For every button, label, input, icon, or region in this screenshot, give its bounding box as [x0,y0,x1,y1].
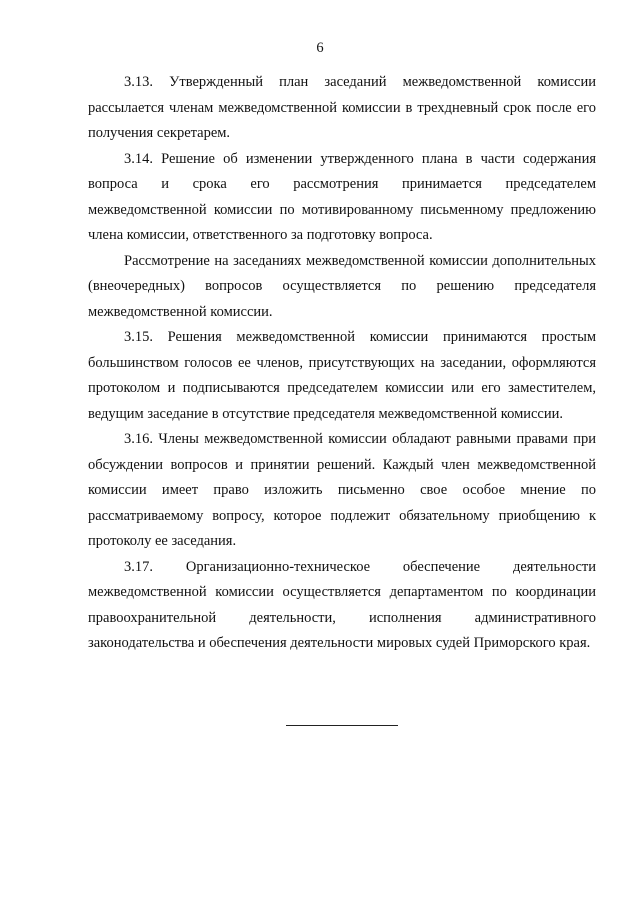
paragraph-3-15: 3.15. Решения межведомственной комиссии принимаются простым большинством голосов ее членов, присутствующих на заседании, оформляются протоколом и подписываются председателем комиссии или его заместителем, ведущим заседание в отсутствие председателя межведомственной комиссии. [88,329,596,422]
document-body [88,70,596,657]
paragraph-3-17: 3.17. Организационно-техническое обеспечение деятельности межведомственной комиссии осуществляется департаментом по координации правоохранительной деятельности, исполнения административного законодательства и обеспечения деятельности мировых судей Приморского края. [88,558,596,651]
end-separator-line [286,725,398,727]
paragraph-3-13: 3.13. Утвержденный план заседаний межведомственной комиссии рассылается членам межведомственной комиссии в трехдневный срок после его получения секретарем. [88,74,596,141]
paragraph-3-14-continued: Рассмотрение на заседаниях межведомственной комиссии дополнительных (внеочередных) вопросов осуществляется по решению председателя межведомственной комиссии. [88,252,596,320]
paragraph-3-16: 3.16. Члены межведомственной комиссии обладают равными правами при обсуждении вопросов и принятии решений. Каждый член межведомственной комиссии имеет право изложить письменно свое особое мнение по рассматриваемому вопросу, которое подлежит обязательному приобщению к протоколу ее заседания. [88,431,596,549]
page-number: 6 [316,40,324,56]
paragraph-3-14: 3.14. Решение об изменении утвержденного плана в части содержания вопроса и срока его рассмотрения принимается председателем межведомственной комиссии по мотивированному письменному предложению члена комиссии, ответственного за подготовку вопроса. [88,150,596,243]
